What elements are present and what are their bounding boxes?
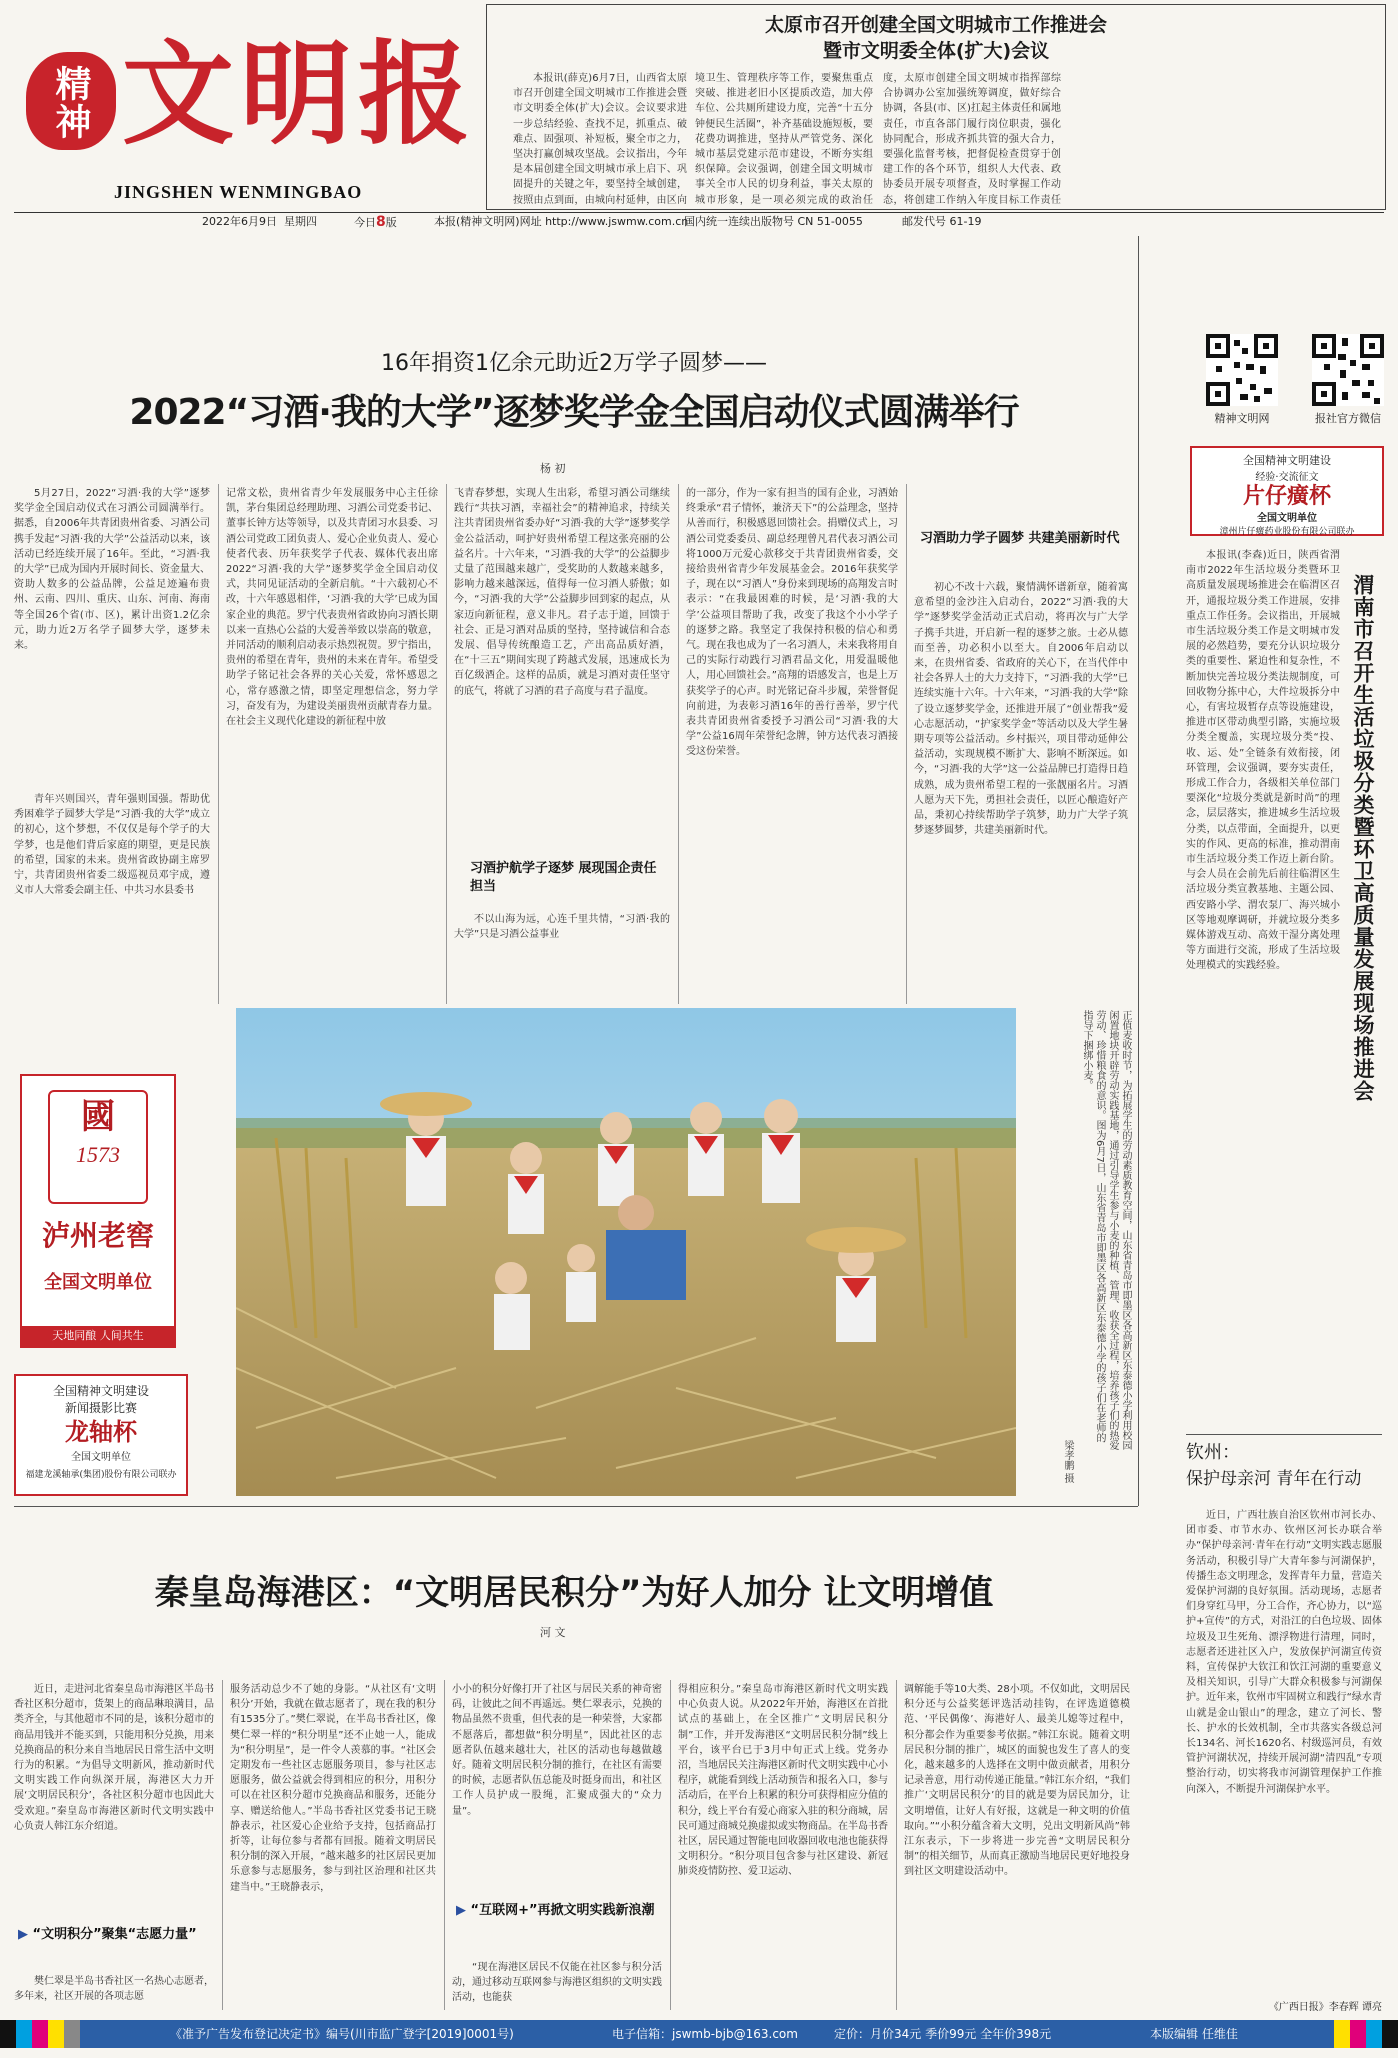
top-article [486,4,1386,210]
main-col-2: 记常文松，贵州省青少年发展服务中心主任徐凯，茅台集团总经理助理、习酒公司党委书记、董事长钟方达等领导，以及共青团习水县委、习酒公司党政工团负责人、爱心企业负责人、爱心使者代表、历年获奖学子代表、媒体代表出席2022“习酒·我的大学”逐梦奖学金全国启动仪式，共同见证活动的全新启航。“十六载初心不改，十六年感恩相伴，‘习酒·我的大学’已成为国家企业的典范。罗宁代表贵州省政协向习酒长期以来一直热心公益的大爱善举致以崇高的敬意，并同活动的顺利启动表示热烈祝贺。罗宁指出，贵州的希望在青年，贵州的未来在青年。希望受助学子铭记社会各界的关心关爱，常怀感恩之心，常存感激之情，即坚定理想信念，努力学习，奋发有为，为建设美丽贵州贡献青春力量。在社会主义现代化建设的新征程中放 [226,488,438,728]
bottom-article-headline: 秦皇岛海港区：“文明居民积分”为好人加分 让文明增值 [154,1573,994,1613]
main-col-1b: 青年兴则国兴，青年强则国强。帮助优秀困难学子圆梦大学是“习酒·我的大学”成立的初心，这个梦想，不仅仅是每个学子的大学梦，也是他们背后家庭的期望，更是民族的希望，国家的未来。贵州省政协副主席罗宁，共青团贵州省委二级巡视员邓宇成，遵义市人大常委会副主任、中共习水县委书 [14,794,210,897]
main-col-3-subhead: 习酒护航学子逐梦 展现国企责任担当 [470,861,657,894]
top-article-title-2: 暨市文明委全体(扩大)会议 [822,40,1050,62]
main-col-4: 的一部分，作为一家有担当的国有企业，习酒始终秉承“君子情怀，兼济天下”的公益理念，坚持从善而行，积极感恩回馈社会。捐赠仪式上，习酒公司党委委员、副总经理曾凡君代表习酒公司将1000万元爱心款移交于共青团贵州省委，交接给贵州省青少年发展基金会。2016年获奖学子，现在以“习酒人”身份来到现场的高翔发言时表示：“在我最困难的时候，是‘习酒·我的大学’公益项目帮助了我，改变了我这个小小学子的逐梦之路。我坚定了我保持积极的信心和勇气。现在我也成为了一名习酒人，未来我将用自己的实际行动践行习酒君品文化，用爱温暖他人，用心回馈社会。”高翔的语感发言，也是上万获奖学子的心声。时光铭记奋斗步履，荣誉督促向前进，为表彰习酒16年的善行善举，罗宁代表共青团贵州省委授予习酒公司“习酒·我的大学”公益16周年荣誉纪念牌，钟方达代表习酒接受这份荣誉。 [686,488,898,758]
qr-code-website[interactable] [1206,334,1278,406]
longzhou-unit: 全国文明单位 [71,1452,131,1463]
pzh-brand: 片仔癀杯 [1242,483,1331,509]
play-icon: ▶ [456,1903,466,1918]
footer-editor: 本版编辑 任维佳 [1150,2027,1238,2041]
print-color-marks-right [1318,2020,1398,2048]
ad-longzhou-cup [14,1374,188,1496]
bottom-col-1b: 樊仁翠是半岛书香社区一名热心志愿者，多年来，社区开展的各项志愿 [14,1976,214,2003]
bottom-col-1-subhead: ▶ “文明积分”聚集“志愿力量” [18,1927,197,1942]
pages-number: 8 [376,214,386,230]
qr-icon [1312,334,1384,406]
issue-weekday: 星期四 [284,215,317,228]
longzhou-company: 福建龙溪轴承(集团)股份有限公司联办 [25,1470,177,1480]
main-article-author: 杨 初 [540,462,566,475]
qinzhou-credit: 《广西日报》李春辉 谭亮 [1268,2002,1382,2013]
guojiao-brand: 泸州老窖 [41,1219,154,1252]
masthead-pinyin: JINGSHEN WENMINGBAO [114,182,363,202]
print-color-marks [0,2020,150,2048]
issue-date: 2022年6月9日 [202,215,277,228]
wheat-harvest-image [236,1008,1016,1496]
qinzhou-title-2: 保护母亲河 青年在行动 [1186,1469,1362,1489]
website-line: 本报(精神文明网)网址 http://www.jswmw.com.cn [434,215,689,228]
top-article-col-3: 度，太原市创建全国文明城市指挥部综合协调办公室加强统筹调度，做好综合协调，各县(市、区)扛起主体责任和属地责任，市直各部门履行岗位职责，强化协同配合，形成齐抓共管的强大合力，要强化监督考核，把督促检查贯穿于创建工作的各个环节，组织人大代表、政协委员开展专项督查，及时掌握工作动态，将创建工作纳入年度目标工作责任 [883,73,1061,205]
main-col-3b: 不以山海为远，心连千里共情，“习酒·我的大学”只是习酒公益事业 [454,914,670,941]
top-article-title-1: 太原市召开创建全国文明城市工作推进会 [764,14,1107,36]
guojiao-seal [48,1090,148,1204]
qr-code-wechat[interactable] [1312,334,1384,406]
footer-price: 定价：月价34元 季价99元 全年价398元 [834,2027,1052,2041]
photo-credit: 梁孝鹏 摄 [1062,1440,1073,1484]
bottom-col-3-subhead: ▶ “互联网+”再掀文明实践新浪潮 [456,1903,655,1918]
top-article-col-2: 境卫生、管理秩序等工作，要聚焦重点突破、推进老旧小区提质改造，加大停车位、公共厕所建设力度，完善“十五分钟便民生活圈”，补齐基础设施短板，要花费功调推进，坚持从严管党务、深化城市基层党建示范市建设，不断夯实组织保障。会议强调，创建全国文明城市事关全市人民的切身利益，事关太原的城市形象，是一项必须完成的政治任 [695,73,873,205]
pzh-top2: 经验·交流征文 [1255,472,1319,483]
main-article-headline: 2022“习酒·我的大学”逐梦奖学金全国启动仪式圆满举行 [129,392,1019,433]
qr-icon [1206,334,1278,406]
pzh-unit: 全国文明单位 [1257,513,1317,524]
guojiao-slogan: 天地同酿 人间共生 [22,1326,174,1346]
postal-code: 邮发代号 61-19 [902,215,982,228]
wheat-photo [236,1008,1016,1496]
bottom-col-4: 得相应积分。”秦皇岛市海港区新时代文明实践中心负责人说。从2022年开始，海港区在首批试点的基础上，在全区推广“文明居民积分制”工作，并开发海港区“文明居民积分制”线上平台，该平台已于3月中旬正式上线。党务办沼，当地居民关注海港区新时代文明实践中心小程序，就能看到线上活动预告和报名入口，参与活动后，在平台上积累的积分可获得相应分值的积分，线上平台有爱心商家入驻的积分商城，居民可通过商城兑换虚拟或实物商品。在半岛书香社区，居民通过智能电回收器回收电池也能获得文明积分。“积分项目包含参与社区建设、新冠肺炎疫情防控、爱卫运动、 [678,1684,888,1878]
pzh-company: 漳州片仔癀药业股份有限公司联办 [1219,527,1355,537]
masthead-seal [26,52,116,150]
bottom-col-3: 小小的积分好像打开了社区与居民关系的神奇密码，让彼此之间不再遥远。樊仁翠表示，兑换的物品虽然不贵重，但代表的是一种荣誉，大家都不愿落后，都想做“积分明星”，因此社区的志愿者队伍越来越壮大，社区的活动也每越做越好。随着文明居民积分制的推行，在社区有需要的时候，志愿者队伍总能及时挺身而出，和社区工作人员护成一股绳，汇聚成强大的“众力量”。 [452,1684,662,1817]
cn-number: 国内统一连续出版物号 CN 51-0055 [684,215,863,228]
pages-count: 今日8版 [354,214,397,230]
footer-ad-license: 《准予广告发布登记决定书》编号(川市监广登字[2019]0001号) [170,2027,514,2041]
bottom-col-5: 调解能手等10大类、28小项。不仅如此，文明居民积分还与公益奖惩评选活动挂钩，在评选道德模范、‘平民偶像’、海港好人、最美儿媳等过程中，积分都会作为重要参考依据。”韩江东说。随着文明居民积分制的推广，城区的面貌也发生了喜人的变化，越来越多的人选择在文明中做贡献者，用积分记录善意，用行动传递正能量。”韩江东介绍，“我们推广‘文明居民积分’的目的就是要为居民加分，让文明增值，让好人有好报，这就是一种文明的价值取向。”“小积分蕴含着大文明，兑出文明新风尚”韩江东表示，下一步将进一步完善“文明居民积分制”的相关细节，从而真正激励当地居民更好地投身到社区文明建设活动中。 [904,1684,1130,1878]
masthead-title: 文明报 [122,29,476,160]
weinan-headline: 渭南市召开生活垃圾分类暨环卫高质量发展现场推进会 [1351,574,1375,1102]
main-article-kicker: 16年捐资1亿余元助近2万学子圆梦—— [381,351,767,376]
longzhou-top: 全国精神文明建设 [52,1384,149,1398]
dateline-bar [14,212,1384,232]
weinan-body: 本报讯(李森)近日，陕西省渭南市2022年生活垃圾分类暨环卫高质量发展现场推进会在临渭区召开，通报垃圾分类工作进展，安排重点工作任务。会议指出，开展城市生活垃圾分类工作是文明城市发展的必然趋势，要充分认识垃圾分类的重要性、紧迫性和复杂性，不断加快完善垃圾分类法规制度，可回收物分拣中心，大件垃圾拆分中心，有害垃圾暂存点等设施建设，推进市区带动典型引路，实施垃圾分类全覆盖，实现垃圾分类“投、收、运、处”全链条有效衔接，闭环管理，会议强调，要夯实责任，形成工作合力，各级相关单位部门要深化“垃圾分类就是新时尚”的理念，层层落实，推进城乡生活垃圾分类，以点带面，全面提升，以更实的作风、更高的标准，推动渭南市生活垃圾分类工作迈上新台阶。与会人员在会前先后前往临渭区生活垃圾分类宣教基地、主题公园、西安路小学、渭农泵厂、海兴城小区等地观摩调研，并就垃圾分类多媒体游戏互动、高效干湿分离处理等方面进行交流，形成了生活垃圾处理模式的实践经验。 [1186,550,1340,972]
bottom-col-1: 近日，走进河北省秦皇岛市海港区半岛书香社区积分超市，货架上的商品琳琅满目，品类齐全，与其他超市不同的是，该积分超市的商品用钱并不能买到，只能用积分兑换，用来兑换商品的积分来自当地居民日常生活中文明行为的积累。“为倡导文明新风，推动新时代文明实践工作向纵深开展，海港区大力开展‘文明居民积分’，各社区积分超市也因此大受欢迎。”秦皇岛市海港区新时代文明实践中心负责人韩江东介绍道。 [14,1684,214,1832]
masthead [14,10,474,245]
bottom-col-3b: “现在海港区居民不仅能在社区参与积分活动，通过移动互联网参与海港区组织的文明实践活动，也能获 [452,1962,662,2004]
main-col-5: 初心不改十六载，聚情满怀谱新章，随着寓意希望的金沙注入启动台，2022“习酒·我的大学”逐梦奖学金活动正式启动，将再次与广大学子携手共进，开启新一程的逐梦之旅。士必从德而至善，功必积小以至大。自2006年启动以来，在贵州省委、省政府的关心下，在当代伴中社会各界人士的大力支持下，“习酒·我的大学”已连续实施十六年。十六年来，“习酒·我的大学”除了设立逐梦奖学金，还推进开展了“创业帮我”爱心志愿活动，“护家奖学金”等活动以及大学生暑期专项等公益活动。乡村振兴，项目带动延伸公益活动，实现规模不断扩大、影响不断深远。如今，“习酒·我的大学”这一公益品牌已打造得日趋成熟，成为贵州希望工程的一张靓丽名片。习酒人愿为天下先，勇担社会责任，以匠心酿造好产品，秉初心持续帮助学子筑梦，助力广大学子筑梦逐梦圆梦，共建美丽新时代。 [914,582,1128,837]
longzhou-brand: 龙轴杯 [65,1417,137,1446]
guojiao-year: 1573 [76,1142,120,1167]
pzh-top: 全国精神文明建设 [1243,454,1331,467]
main-col-5-subhead: 习酒助力学子圆梦 共建美丽新时代 [920,531,1120,546]
qinzhou-body: 近日，广西壮族自治区钦州市河长办、团市委、市节水办、钦州区河长办联合举办“保护母亲河·青年在行动”文明实践志愿服务活动，积极引导广大青年参与河湖保护，传播生态文明理念，发挥青年力量，营造关爱保护河湖的良好氛围。活动现场，志愿者们身穿红马甲，分工合作，齐心协力，以“巡护+宣传”的方式，对沿江的白色垃圾、固体垃圾及卫生死角、漂浮物进行清理，同时，志愿者还进社区入户，发放保护河湖宣传资料，宣传保护大钦江和饮江河湖的重要意义及相关知识，引导广大群众积极参与河湖保护。近年来，钦州市牢固树立和践行“绿水青山就是金山银山”的理念，建立了河长、警长、护水的长效机制，全市共落实各级总河长134名、河长1620名、村级巡河员，有效管护河湖状况，持续开展河湖“清四乱”专项整治行动，切实将我市河湖管理保护工作推向深入，不断提升河湖保护水平。 [1186,1510,1382,1795]
main-col-3: 飞青春梦想，实现人生出彩，希望习酒公司继续践行“共扶习酒，幸福社会”的精神追求，持续关注共青团贵州省委办好“习酒·我的大学”逐梦奖学金公益活动，呵护好贵州希望工程这张亮丽的公益名片。十六年来，“习酒·我的大学”的公益脚步丈量了范围越来越广，受奖助的人数越来越多，影响力越来越深远，值得每一位习酒人骄傲；如今，“习酒·我的大学”公益脚步回到家的起点，从家迈向新征程，意义非凡。君子志于道，回馈于社会、正是习酒对品质的坚持，坚持诚信和合态发展、倡导传统酿造工艺，产出高品质好酒，在“十三五”期间实现了跨越式发展，迅速成长为百亿级酒企。这样的品质，就是习酒对责任坚守的底气，将就了习酒的君子高度与君子温度。 [454,488,670,697]
longzhou-top2: 新闻摄影比赛 [64,1401,137,1415]
qr-label-website: 精神文明网 [1214,412,1270,425]
play-icon: ▶ [18,1927,28,1942]
qr-label-wechat: 报社官方微信 [1315,412,1381,425]
qinzhou-title-1: 钦州： [1186,1442,1240,1463]
guojiao-unit: 全国文明单位 [44,1272,152,1293]
top-article-col-1: 本报讯(薛克)6月7日，山西省太原市召开创建全国文明城市工作推进会暨市文明委全体(扩大)会议。会议要求进一步总结经验、查找不足，抓重点、破难点、固强项、补短板，聚全市之力，坚决打赢创城攻坚战。会议指出，今年是本届创建全国文明城市承上启下、巩固提升的关键之年，要坚持全域创建，按照由点到面，由城向村延伸，由区向 [513,73,687,205]
guojiao-char: 國 [81,1097,115,1137]
ad-luzhou-laojiao [20,1074,176,1348]
footer-email: 电子信箱：jswmb-bjb@163.com [612,2027,798,2041]
main-col-1: 5月27日，2022“习酒·我的大学”逐梦奖学金全国启动仪式在习酒公司圆满举行。据悉，自2006年共青团贵州省委、习酒公司携手发起“习酒·我的大学”公益活动以来，该活动已经连续开展了16年。至此，“习酒·我的大学”已成为国内开展时间长、资金量大、资助人数多的公益品牌，公益足迹遍布贵州、云南、四川、重庆、山东、河南、海南等全国26个省(市、区)，累计出资1.2亿余元，助力近2万名学子圆梦大学，逐梦未来。 [14,488,210,652]
photo-caption: 正值麦收时节，为拓展学生的劳动素质教育空间，山东省青岛市即墨区各高新区东泰德小学利用校园闲置地块开辟劳动实践基地，通过引导学生参与小麦的种植、管理、收获全过程，培养孩子们的热爱劳动、珍惜粮食的意识。图为6月7日，山东省青岛市即墨区各高新区东泰德小学的孩子们在老师的指导下捆绑小麦。 [1081,1010,1131,1450]
ad-pianzaihuang [1190,446,1384,536]
bottom-col-2: 服务活动总少不了她的身影。“从社区有‘文明积分’开始，我就在做志愿者了，现在我的积分有1535分了。”樊仁翠说，在半岛书香社区，像樊仁翠一样的“积分明星”还不止她一人，能成为“积分明星”，是一件令人羡慕的事。“社区会定期发布一些社区志愿服务项目，参与社区志愿服务，做公益就会得到相应的积分，用积分可以在社区积分超市兑换商品和服务，还能分享、赠送给他人。”半岛书香社区党委书记王晓静表示，社区爱心企业给予支持，包括商品打折等，让每位参与者都有回报。随着文明居民积分制的深入开展，“越来越多的社区居民更加乐意参与志愿服务，参与到社区治理和社区共建当中。”王晓静表示， [230,1684,436,1893]
bottom-article-author: 河 文 [540,1626,566,1639]
footer-bar [0,2020,1398,2048]
seal-text: 精神 [50,65,92,141]
